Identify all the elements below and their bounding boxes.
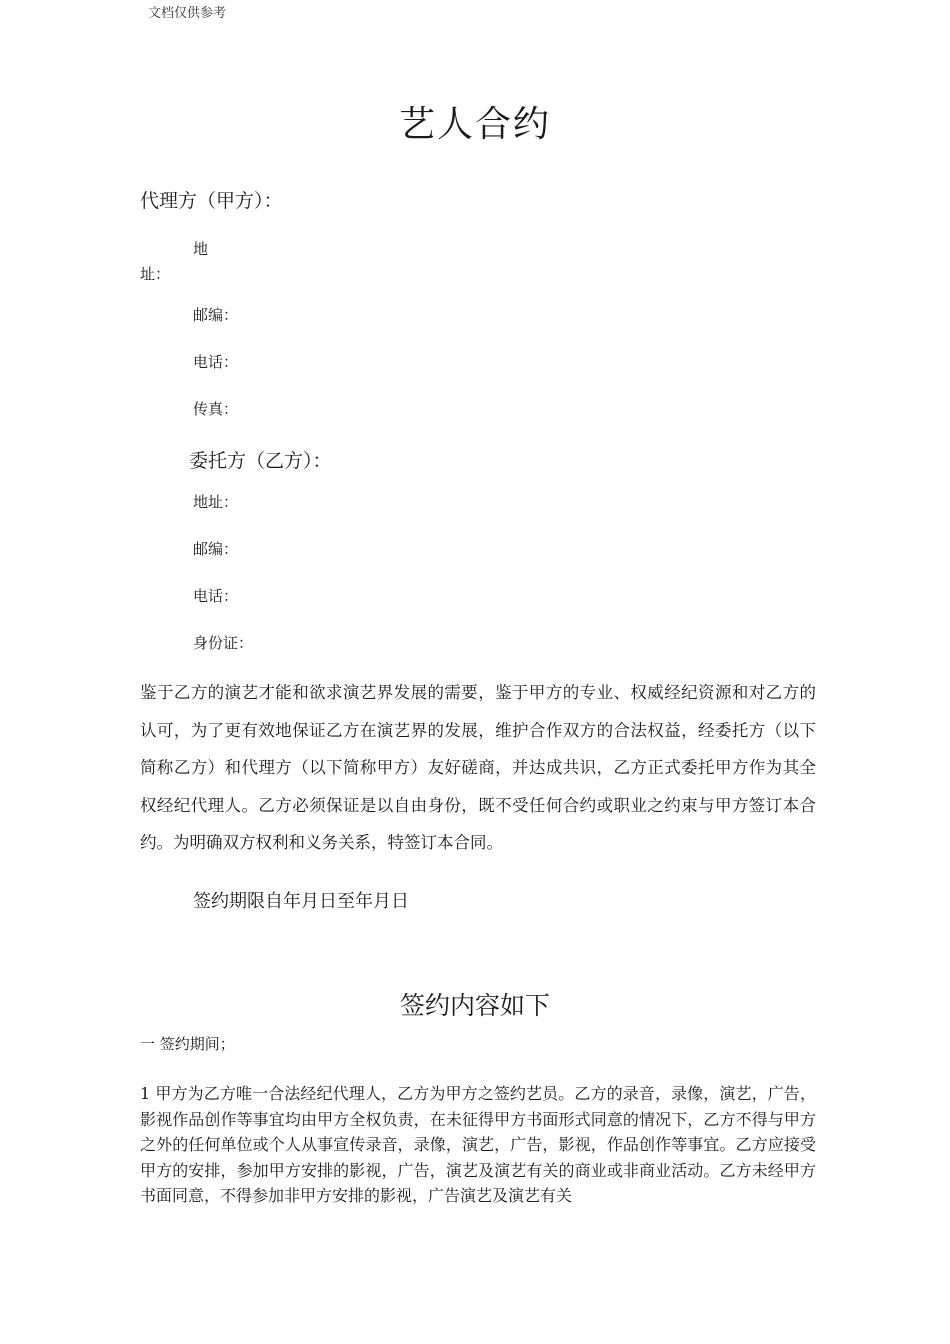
party-b-id-label: 身份证： — [193, 634, 254, 652]
party-b-postcode-label: 邮编： — [193, 540, 239, 558]
document-title: 艺人合约 — [398, 104, 551, 145]
party-a-postcode-label: 邮编： — [193, 306, 239, 324]
section-1-clause-1: 1 甲方为乙方唯一合法经纪代理人，乙方为甲方之签约艺员。乙方的录音，录像，演艺，广告，影视作品创作等事宜均由甲方全权负责，在未征得甲方书面形式同意的情况下，乙方不得与甲方之外的任何单位或个人从事宣传录音，录像，演艺，广告，影视，作品创作等事宜。乙方应接受甲方的安排，参加甲方安排的影视，广告，演艺及演艺有关的商业或非商业活动。乙方未经甲方书面同意，不得参加非甲方安排的影视，广告演艺及演艺有关 — [140, 1084, 816, 1205]
preamble-paragraph: 鉴于乙方的演艺才能和欲求演艺界发展的需要，鉴于甲方的专业、权威经纪资源和对乙方的认可，为了更有效地保证乙方在演艺界的发展，维护合作双方的合法权益，经委托方（以下简称乙方）和代理方（以下简称甲方）友好磋商，并达成共识，乙方正式委托甲方作为其全权经纪代理人。乙方必须保证是以自由身份，既不受任何合约或职业之约束与甲方签订本合约。为明确双方权利和义务关系，特签订本合同。 — [140, 683, 816, 852]
party-a-fax-label: 传真： — [193, 400, 239, 418]
contract-term: 签约期限自年月日至年月日 — [193, 891, 409, 912]
party-b-phone-label: 电话： — [193, 587, 239, 605]
section-1-heading: 一 签约期间； — [140, 1035, 235, 1053]
party-a-phone-label: 电话： — [193, 353, 239, 371]
party-b-heading: 委托方（乙方）： — [189, 450, 332, 472]
party-a-address-label-part1: 地 — [193, 240, 209, 258]
party-b-address-label: 地址： — [193, 493, 239, 511]
party-a-address-label-part2: 址： — [140, 265, 171, 283]
contents-title: 签约内容如下 — [399, 991, 550, 1020]
party-a-heading: 代理方（甲方）： — [140, 190, 283, 212]
watermark: 文档仅供参考 — [148, 6, 227, 21]
